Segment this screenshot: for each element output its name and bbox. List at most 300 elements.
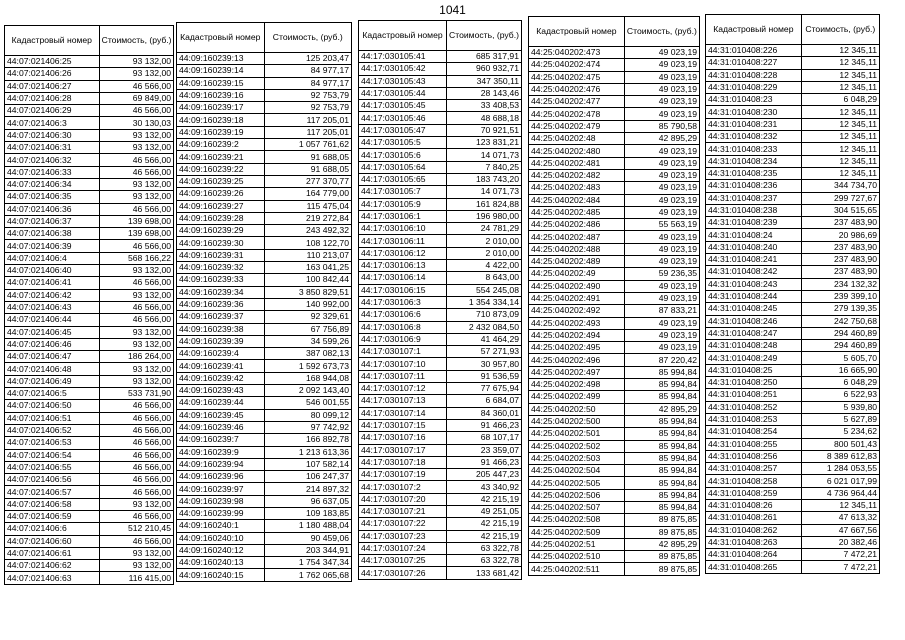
- cadastral-number-cell: 44:17:030106:8: [359, 321, 447, 333]
- cost-cell: 46 566,00: [99, 474, 173, 486]
- table-row: [706, 290, 880, 302]
- cadastral-number-cell: 44:07:021406:44: [5, 314, 100, 326]
- cadastral-number-cell: 44:25:040202:489: [529, 256, 625, 268]
- cost-cell: 49 023,19: [624, 145, 699, 157]
- table-row: [706, 401, 880, 413]
- cost-cell: 46 566,00: [99, 240, 173, 252]
- table-row: [529, 501, 700, 513]
- cadastral-number-cell: 44:31:010408:26: [706, 499, 802, 511]
- cost-cell: 1 057 761,62: [264, 139, 352, 151]
- table-row: [177, 163, 352, 175]
- table-row: [529, 538, 700, 550]
- cost-cell: 93 132,00: [99, 326, 173, 338]
- cost-cell: 49 023,19: [624, 317, 699, 329]
- cadastral-number-cell: 44:25:040202:507: [529, 501, 625, 513]
- column-header-cost: Стоимость, (руб.): [264, 23, 352, 53]
- cost-cell: 41 464,29: [447, 333, 522, 345]
- table-row: [359, 346, 522, 358]
- table-row: [5, 510, 174, 522]
- cost-cell: 28 143,46: [447, 87, 522, 99]
- table-row: [177, 262, 352, 274]
- cost-cell: 6 048,29: [801, 94, 879, 106]
- cost-cell: 4 422,00: [447, 260, 522, 272]
- cost-cell: 42 895,29: [624, 403, 699, 415]
- table-row: [359, 419, 522, 431]
- cost-cell: 1 180 488,04: [264, 520, 352, 532]
- cadastral-number-cell: 44:07:021406:26: [5, 68, 100, 80]
- cadastral-number-cell: 44:09:160239:41: [177, 360, 265, 372]
- cadastral-number-cell: 44:17:030107:2: [359, 481, 447, 493]
- cost-cell: 20 382,46: [801, 536, 879, 548]
- table-row: [359, 137, 522, 149]
- cost-cell: 91 688,05: [264, 151, 352, 163]
- cost-cell: 89 875,85: [624, 563, 699, 575]
- cadastral-number-cell: 44:31:010408:23: [706, 94, 802, 106]
- table-row: [706, 81, 880, 93]
- cadastral-number-cell: 44:07:021406:5: [5, 388, 100, 400]
- table-row: [177, 274, 352, 286]
- cadastral-number-cell: 44:17:030105:45: [359, 100, 447, 112]
- cadastral-number-cell: 44:09:160239:46: [177, 421, 265, 433]
- cadastral-number-cell: 44:17:030107:17: [359, 444, 447, 456]
- cadastral-number-cell: 44:25:040202:482: [529, 169, 625, 181]
- cost-cell: 59 236,35: [624, 268, 699, 280]
- cadastral-number-cell: 44:25:040202:479: [529, 120, 625, 132]
- table-row: [177, 311, 352, 323]
- table-row: [359, 542, 522, 554]
- table-row: [5, 400, 174, 412]
- table-row: [177, 507, 352, 519]
- cost-cell: 117 205,01: [264, 126, 352, 138]
- table-row: [5, 437, 174, 449]
- cadastral-number-cell: 44:25:040202:50: [529, 403, 625, 415]
- table-row: [5, 142, 174, 154]
- cadastral-number-cell: 44:17:030105:65: [359, 173, 447, 185]
- table-row: [5, 80, 174, 92]
- cadastral-number-cell: 44:17:030107:1: [359, 346, 447, 358]
- cadastral-number-cell: 44:17:030107:21: [359, 505, 447, 517]
- cadastral-number-cell: 44:17:030107:22: [359, 518, 447, 530]
- cadastral-number-cell: 44:07:021406:53: [5, 437, 100, 449]
- cadastral-number-cell: 44:07:021406:62: [5, 560, 100, 572]
- table-row: [5, 547, 174, 559]
- cost-cell: 12 345,11: [801, 499, 879, 511]
- cadastral-number-cell: 44:09:160239:14: [177, 65, 265, 77]
- cadastral-number-cell: 44:31:010408:228: [706, 69, 802, 81]
- table-row: [177, 458, 352, 470]
- cadastral-number-cell: 44:31:010408:256: [706, 450, 802, 462]
- cadastral-number-cell: 44:07:021406:47: [5, 351, 100, 363]
- cadastral-number-cell: 44:09:160239:45: [177, 409, 265, 421]
- cost-cell: 49 023,19: [624, 194, 699, 206]
- table-row: [706, 426, 880, 438]
- cadastral-number-cell: 44:31:010408:25: [706, 364, 802, 376]
- cadastral-number-cell: 44:09:160239:19: [177, 126, 265, 138]
- cost-cell: 2 092 143,40: [264, 385, 352, 397]
- cadastral-number-cell: 44:17:030106:15: [359, 284, 447, 296]
- cadastral-number-cell: 44:31:010408:249: [706, 352, 802, 364]
- cost-cell: 93 132,00: [99, 498, 173, 510]
- table-row: [359, 505, 522, 517]
- cadastral-number-cell: 44:09:160239:9: [177, 446, 265, 458]
- cost-cell: 30 130,03: [99, 117, 173, 129]
- cost-cell: 214 897,32: [264, 483, 352, 495]
- cadastral-number-cell: 44:31:010408:263: [706, 536, 802, 548]
- cost-cell: 93 132,00: [99, 178, 173, 190]
- cadastral-number-cell: 44:25:040202:481: [529, 157, 625, 169]
- cost-cell: 85 994,84: [624, 465, 699, 477]
- cadastral-number-cell: 44:25:040202:491: [529, 292, 625, 304]
- table-row: [529, 292, 700, 304]
- cost-cell: 12 345,11: [801, 155, 879, 167]
- cost-cell: 63 322,78: [447, 555, 522, 567]
- table-row: [359, 444, 522, 456]
- table-row: [359, 321, 522, 333]
- cost-cell: 49 023,19: [624, 292, 699, 304]
- cadastral-number-cell: 44:09:160239:96: [177, 471, 265, 483]
- cadastral-number-cell: 44:17:030105:44: [359, 87, 447, 99]
- cost-cell: 43 340,92: [447, 481, 522, 493]
- cost-cell: 512 210,45: [99, 523, 173, 535]
- cost-cell: 1 754 347,34: [264, 557, 352, 569]
- cadastral-number-cell: 44:17:030105:42: [359, 63, 447, 75]
- cost-cell: 196 980,00: [447, 210, 522, 222]
- cadastral-number-cell: 44:31:010408:248: [706, 340, 802, 352]
- cadastral-number-cell: 44:31:010408:264: [706, 549, 802, 561]
- cadastral-number-cell: 44:17:030106:3: [359, 296, 447, 308]
- cost-cell: 93 132,00: [99, 375, 173, 387]
- table-row: [5, 572, 174, 584]
- cost-cell: 161 824,88: [447, 198, 522, 210]
- cost-cell: 93 132,00: [99, 547, 173, 559]
- cadastral-number-cell: 44:09:160239:28: [177, 212, 265, 224]
- table-row: [5, 424, 174, 436]
- cadastral-number-cell: 44:17:030105:46: [359, 112, 447, 124]
- cost-cell: 57 271,93: [447, 346, 522, 358]
- cadastral-number-cell: 44:17:030106:12: [359, 247, 447, 259]
- cadastral-number-cell: 44:25:040202:475: [529, 71, 625, 83]
- cost-cell: 92 329,61: [264, 311, 352, 323]
- table-row: [359, 567, 522, 579]
- cost-cell: 164 779,00: [264, 188, 352, 200]
- cadastral-number-cell: 44:17:030105:6: [359, 149, 447, 161]
- cost-cell: 69 849,00: [99, 92, 173, 104]
- column-header-cadastral-number: Кадастровый номер: [529, 17, 625, 47]
- table-row: [706, 340, 880, 352]
- table-row: [177, 446, 352, 458]
- cost-cell: 85 994,84: [624, 452, 699, 464]
- cost-cell: 49 023,19: [624, 59, 699, 71]
- table-row: [706, 377, 880, 389]
- table-row: [706, 315, 880, 327]
- cost-cell: 4 736 964,44: [801, 487, 879, 499]
- table-row: [5, 535, 174, 547]
- table-row: [359, 100, 522, 112]
- cadastral-number-cell: 44:17:030107:25: [359, 555, 447, 567]
- cadastral-number-cell: 44:25:040202:478: [529, 108, 625, 120]
- table-row: [529, 59, 700, 71]
- cost-cell: 89 875,85: [624, 551, 699, 563]
- cadastral-number-cell: 44:07:021406:51: [5, 412, 100, 424]
- table-row: [5, 265, 174, 277]
- table-row: [177, 65, 352, 77]
- cadastral-number-cell: 44:31:010408:265: [706, 561, 802, 573]
- table-row: [177, 323, 352, 335]
- cost-cell: 84 977,17: [264, 65, 352, 77]
- cadastral-number-cell: 44:07:021406:58: [5, 498, 100, 510]
- cadastral-number-cell: 44:07:021406:61: [5, 547, 100, 559]
- cadastral-number-cell: 44:17:030106:13: [359, 260, 447, 272]
- cadastral-number-cell: 44:07:021406:35: [5, 191, 100, 203]
- table-row: [5, 68, 174, 80]
- cost-cell: 344 734,70: [801, 180, 879, 192]
- cost-cell: 63 322,78: [447, 542, 522, 554]
- cost-cell: 46 566,00: [99, 437, 173, 449]
- cadastral-number-cell: 44:17:030106:9: [359, 333, 447, 345]
- table-row: [5, 486, 174, 498]
- cost-cell: 42 215,19: [447, 518, 522, 530]
- cost-cell: 49 023,19: [624, 182, 699, 194]
- cadastral-number-cell: 44:31:010408:229: [706, 81, 802, 93]
- cost-cell: 46 566,00: [99, 449, 173, 461]
- table-row: [359, 481, 522, 493]
- cost-cell: 108 122,70: [264, 237, 352, 249]
- cadastral-number-cell: 44:31:010408:257: [706, 463, 802, 475]
- cost-cell: 205 447,23: [447, 469, 522, 481]
- cadastral-number-cell: 44:25:040202:493: [529, 317, 625, 329]
- cost-cell: 92 753,79: [264, 89, 352, 101]
- table-row: [529, 194, 700, 206]
- cadastral-number-cell: 44:07:021406:3: [5, 117, 100, 129]
- cadastral-number-cell: 44:25:040202:480: [529, 145, 625, 157]
- table-row: [177, 225, 352, 237]
- cadastral-table-2: [176, 22, 352, 582]
- cadastral-number-cell: 44:17:030107:19: [359, 469, 447, 481]
- table-row: [529, 329, 700, 341]
- table-row: [5, 498, 174, 510]
- cost-cell: 49 023,19: [624, 243, 699, 255]
- table-row: [359, 383, 522, 395]
- cost-cell: 49 023,19: [624, 83, 699, 95]
- cadastral-number-cell: 44:09:160240:15: [177, 569, 265, 581]
- table-row: [529, 440, 700, 452]
- cadastral-number-cell: 44:09:160239:13: [177, 53, 265, 65]
- cadastral-number-cell: 44:07:021406:32: [5, 154, 100, 166]
- cost-cell: 1 592 673,73: [264, 360, 352, 372]
- cadastral-number-cell: 44:25:040202:497: [529, 366, 625, 378]
- cost-cell: 7 840,25: [447, 161, 522, 173]
- cost-cell: 16 665,90: [801, 364, 879, 376]
- table-row: [359, 395, 522, 407]
- cost-cell: 46 566,00: [99, 203, 173, 215]
- cadastral-number-cell: 44:17:030105:43: [359, 75, 447, 87]
- table-row: [5, 363, 174, 375]
- cost-cell: 237 483,90: [801, 254, 879, 266]
- cadastral-number-cell: 44:17:030107:10: [359, 358, 447, 370]
- cadastral-number-cell: 44:31:010408:255: [706, 438, 802, 450]
- cost-cell: 85 790,58: [624, 120, 699, 132]
- cadastral-number-cell: 44:25:040202:496: [529, 354, 625, 366]
- cadastral-number-cell: 44:07:021406:36: [5, 203, 100, 215]
- cost-cell: 2 010,00: [447, 235, 522, 247]
- cost-cell: 49 023,19: [624, 256, 699, 268]
- cadastral-number-cell: 44:31:010408:250: [706, 377, 802, 389]
- cadastral-number-cell: 44:07:021406:27: [5, 80, 100, 92]
- cadastral-number-cell: 44:07:021406:54: [5, 449, 100, 461]
- cost-cell: 48 688,18: [447, 112, 522, 124]
- cadastral-number-cell: 44:25:040202:476: [529, 83, 625, 95]
- cost-cell: 139 698,00: [99, 215, 173, 227]
- cost-cell: 387 082,13: [264, 348, 352, 360]
- table-row: [177, 151, 352, 163]
- table-row: [177, 53, 352, 65]
- cadastral-number-cell: 44:09:160239:97: [177, 483, 265, 495]
- table-row: [359, 51, 522, 63]
- table-row: [5, 252, 174, 264]
- table-row: [177, 188, 352, 200]
- cadastral-number-cell: 44:09:160239:21: [177, 151, 265, 163]
- table-row: [5, 105, 174, 117]
- table-row: [359, 469, 522, 481]
- cadastral-number-cell: 44:07:021406:37: [5, 215, 100, 227]
- cadastral-number-cell: 44:07:021406:45: [5, 326, 100, 338]
- cost-cell: 163 041,25: [264, 262, 352, 274]
- table-row: [359, 296, 522, 308]
- cost-cell: 97 742,92: [264, 421, 352, 433]
- cost-cell: 239 399,10: [801, 290, 879, 302]
- cost-cell: 68 107,17: [447, 432, 522, 444]
- cadastral-number-cell: 44:25:040202:505: [529, 477, 625, 489]
- table-row: [177, 348, 352, 360]
- cadastral-number-cell: 44:09:160239:26: [177, 188, 265, 200]
- table-row: [5, 166, 174, 178]
- cost-cell: 49 023,19: [624, 329, 699, 341]
- table-row: [177, 286, 352, 298]
- cost-cell: 30 957,80: [447, 358, 522, 370]
- table-row: [529, 256, 700, 268]
- table-row: [5, 129, 174, 141]
- table-row: [359, 186, 522, 198]
- table-row: [5, 338, 174, 350]
- table-row: [177, 298, 352, 310]
- cadastral-number-cell: 44:31:010408:245: [706, 303, 802, 315]
- table-row: [359, 493, 522, 505]
- cadastral-number-cell: 44:07:021406:41: [5, 277, 100, 289]
- cost-cell: 166 892,78: [264, 434, 352, 446]
- table-row: [5, 560, 174, 572]
- table-row: [359, 309, 522, 321]
- cadastral-number-cell: 44:09:160239:38: [177, 323, 265, 335]
- cadastral-number-cell: 44:25:040202:500: [529, 415, 625, 427]
- table-row: [5, 215, 174, 227]
- table-row: [706, 327, 880, 339]
- table-row: [359, 124, 522, 136]
- cadastral-number-cell: 44:07:021406:6: [5, 523, 100, 535]
- cost-cell: 133 681,42: [447, 567, 522, 579]
- table-row: [5, 301, 174, 313]
- cadastral-number-cell: 44:17:030107:11: [359, 370, 447, 382]
- cadastral-number-cell: 44:07:021406:50: [5, 400, 100, 412]
- cadastral-number-cell: 44:17:030105:64: [359, 161, 447, 173]
- cadastral-number-cell: 44:09:160239:32: [177, 262, 265, 274]
- table-row: [359, 149, 522, 161]
- cost-cell: 46 566,00: [99, 314, 173, 326]
- cadastral-number-cell: 44:09:160239:99: [177, 507, 265, 519]
- cadastral-number-cell: 44:09:160239:33: [177, 274, 265, 286]
- table-row: [529, 317, 700, 329]
- cost-cell: 139 698,00: [99, 228, 173, 240]
- table-row: [5, 375, 174, 387]
- cadastral-number-cell: 44:25:040202:511: [529, 563, 625, 575]
- cost-cell: 5 234,62: [801, 426, 879, 438]
- table-row: [706, 155, 880, 167]
- table-row: [359, 518, 522, 530]
- table-row: [529, 133, 700, 145]
- cost-cell: 123 831,21: [447, 137, 522, 149]
- table-row: [359, 235, 522, 247]
- cost-cell: 46 566,00: [99, 80, 173, 92]
- cost-cell: 93 132,00: [99, 265, 173, 277]
- cost-cell: 2 010,00: [447, 247, 522, 259]
- cadastral-number-cell: 44:31:010408:258: [706, 475, 802, 487]
- cost-cell: 12 345,11: [801, 143, 879, 155]
- table-row: [177, 483, 352, 495]
- cadastral-number-cell: 44:31:010408:233: [706, 143, 802, 155]
- cadastral-number-cell: 44:31:010408:24: [706, 229, 802, 241]
- table-row: [529, 157, 700, 169]
- cost-cell: 87 220,42: [624, 354, 699, 366]
- cadastral-number-cell: 44:09:160239:94: [177, 458, 265, 470]
- table-row: [706, 438, 880, 450]
- cadastral-number-cell: 44:31:010408:262: [706, 524, 802, 536]
- table-row: [359, 247, 522, 259]
- cost-cell: 110 213,07: [264, 249, 352, 261]
- table-row: [529, 465, 700, 477]
- cadastral-number-cell: 44:09:160239:2: [177, 139, 265, 151]
- cost-cell: 279 139,35: [801, 303, 879, 315]
- cost-cell: 49 023,19: [624, 47, 699, 59]
- cost-cell: 49 023,19: [624, 206, 699, 218]
- table-row: [177, 126, 352, 138]
- cadastral-number-cell: 44:07:021406:56: [5, 474, 100, 486]
- table-row: [706, 352, 880, 364]
- column-header-cadastral-number: Кадастровый номер: [5, 26, 100, 56]
- table-row: [706, 167, 880, 179]
- table-row: [359, 63, 522, 75]
- table-row: [529, 477, 700, 489]
- cadastral-table-1: [4, 25, 174, 585]
- cost-cell: 234 132,32: [801, 278, 879, 290]
- cadastral-number-cell: 44:17:030106:6: [359, 309, 447, 321]
- table-row: [359, 87, 522, 99]
- table-row: [5, 412, 174, 424]
- cost-cell: 237 483,90: [801, 241, 879, 253]
- cost-cell: 8 643,00: [447, 272, 522, 284]
- table-row: [5, 351, 174, 363]
- cost-cell: 12 345,11: [801, 167, 879, 179]
- cost-cell: 91 466,23: [447, 419, 522, 431]
- cost-cell: 6 684,07: [447, 395, 522, 407]
- cadastral-number-cell: 44:17:030105:41: [359, 51, 447, 63]
- cadastral-number-cell: 44:31:010408:251: [706, 389, 802, 401]
- cadastral-number-cell: 44:25:040202:508: [529, 514, 625, 526]
- cadastral-number-cell: 44:17:030105:7: [359, 186, 447, 198]
- cadastral-number-cell: 44:31:010408:261: [706, 512, 802, 524]
- table-row: [706, 254, 880, 266]
- cost-cell: 70 921,51: [447, 124, 522, 136]
- cost-cell: 92 753,79: [264, 102, 352, 114]
- cost-cell: 49 023,19: [624, 231, 699, 243]
